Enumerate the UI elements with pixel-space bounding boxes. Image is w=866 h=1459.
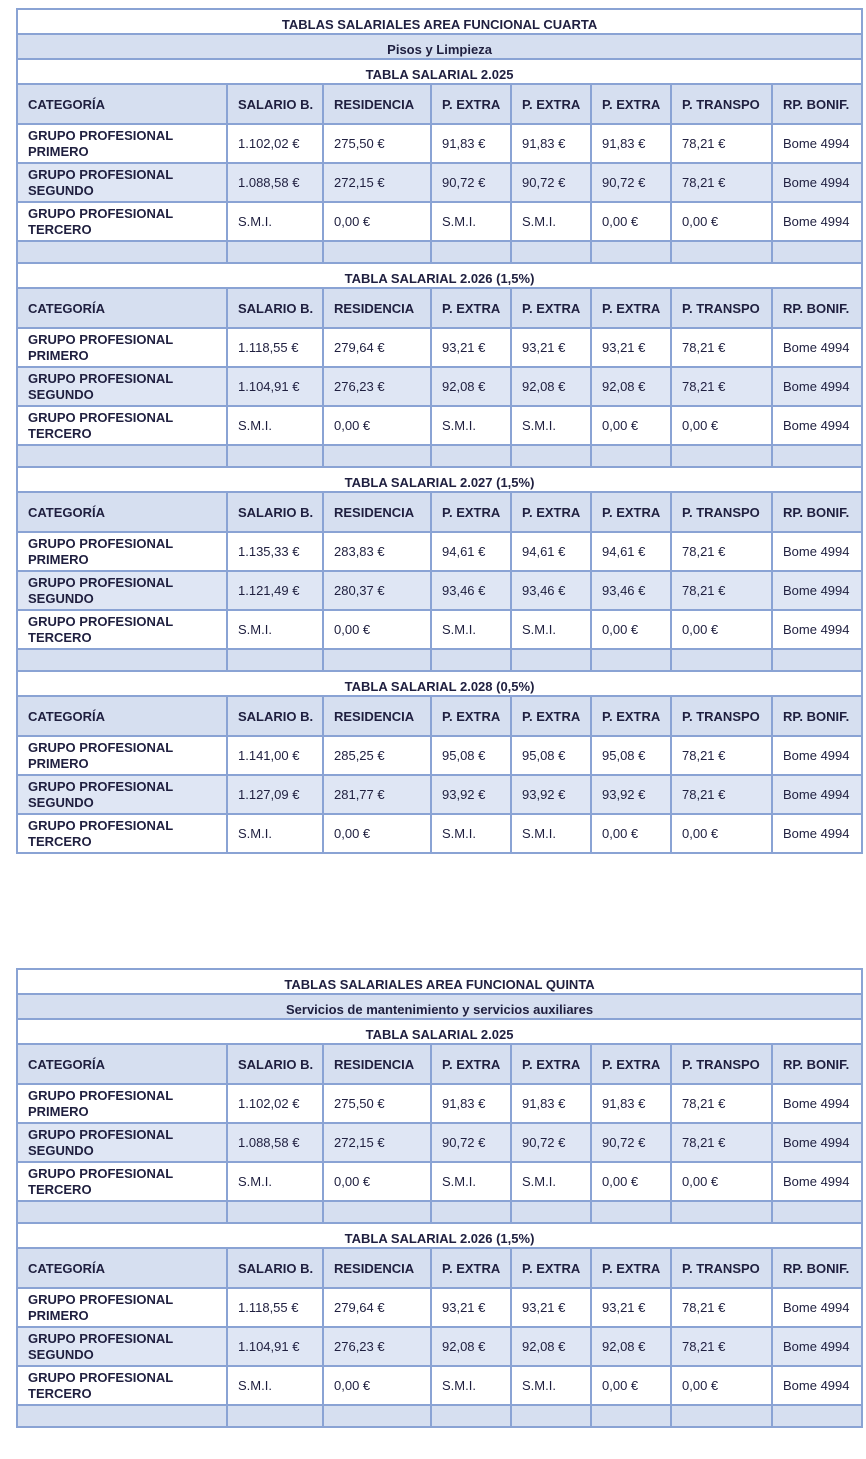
spacer-cell xyxy=(17,241,227,263)
spacer-cell xyxy=(671,1201,772,1223)
column-header: P. EXTRA xyxy=(431,696,511,736)
spacer-cell xyxy=(17,1405,227,1427)
value-cell: 90,72 € xyxy=(591,1123,671,1162)
column-header: P. EXTRA xyxy=(591,492,671,532)
value-cell: 1.121,49 € xyxy=(227,571,323,610)
column-header: CATEGORÍA xyxy=(17,84,227,124)
table-row xyxy=(17,775,862,814)
section-title-row xyxy=(17,467,862,492)
value-cell: S.M.I. xyxy=(227,1162,323,1201)
value-cell: S.M.I. xyxy=(431,202,511,241)
table-row xyxy=(17,571,862,610)
value-cell: S.M.I. xyxy=(431,814,511,853)
value-cell: 275,50 € xyxy=(323,124,431,163)
value-cell: 1.104,91 € xyxy=(227,1327,323,1366)
table-row xyxy=(17,367,862,406)
spacer-cell xyxy=(591,649,671,671)
category-cell: GRUPO PROFESIONAL TERCERO xyxy=(17,202,227,241)
column-header: P. TRANSPO xyxy=(671,84,772,124)
table-row xyxy=(17,163,862,202)
column-header: RESIDENCIA xyxy=(323,1044,431,1084)
value-cell: Bome 4994 xyxy=(772,163,862,202)
value-cell: 94,61 € xyxy=(591,532,671,571)
column-header: RESIDENCIA xyxy=(323,84,431,124)
value-cell: 1.102,02 € xyxy=(227,124,323,163)
section-title-row xyxy=(17,263,862,288)
table-subtitle: Pisos y Limpieza xyxy=(17,34,862,59)
column-header: RP. BONIF. xyxy=(772,696,862,736)
column-header: SALARIO B. xyxy=(227,1044,323,1084)
column-header: P. EXTRA xyxy=(511,1248,591,1288)
spacer-cell xyxy=(591,445,671,467)
value-cell: 0,00 € xyxy=(323,406,431,445)
value-cell: 283,83 € xyxy=(323,532,431,571)
table-row xyxy=(17,1366,862,1405)
value-cell: 95,08 € xyxy=(431,736,511,775)
column-header: SALARIO B. xyxy=(227,696,323,736)
spacer-cell xyxy=(431,241,511,263)
value-cell: 78,21 € xyxy=(671,571,772,610)
spacer-row xyxy=(17,445,862,467)
value-cell: 94,61 € xyxy=(511,532,591,571)
spacer-cell xyxy=(511,1405,591,1427)
table-row xyxy=(17,1327,862,1366)
value-cell: 1.141,00 € xyxy=(227,736,323,775)
value-cell: 0,00 € xyxy=(591,1162,671,1201)
value-cell: 93,21 € xyxy=(431,328,511,367)
value-cell: 92,08 € xyxy=(591,1327,671,1366)
value-cell: Bome 4994 xyxy=(772,1162,862,1201)
spacer-cell xyxy=(591,241,671,263)
value-cell: 0,00 € xyxy=(323,1162,431,1201)
table-row xyxy=(17,1123,862,1162)
value-cell: 0,00 € xyxy=(591,1366,671,1405)
column-header: RESIDENCIA xyxy=(323,288,431,328)
column-header: RESIDENCIA xyxy=(323,696,431,736)
value-cell: Bome 4994 xyxy=(772,775,862,814)
value-cell: 78,21 € xyxy=(671,775,772,814)
table-row xyxy=(17,328,862,367)
column-header: P. EXTRA xyxy=(431,84,511,124)
column-header: P. EXTRA xyxy=(591,1044,671,1084)
spacer-cell xyxy=(671,649,772,671)
value-cell: S.M.I. xyxy=(511,1366,591,1405)
value-cell: Bome 4994 xyxy=(772,1123,862,1162)
value-cell: 90,72 € xyxy=(591,163,671,202)
value-cell: 281,77 € xyxy=(323,775,431,814)
value-cell: Bome 4994 xyxy=(772,406,862,445)
column-header: P. EXTRA xyxy=(591,696,671,736)
table-title-row xyxy=(17,969,862,994)
spacer-row xyxy=(17,1201,862,1223)
table-title: TABLAS SALARIALES AREA FUNCIONAL CUARTA xyxy=(17,9,862,34)
value-cell: 0,00 € xyxy=(671,1162,772,1201)
value-cell: 92,08 € xyxy=(591,367,671,406)
value-cell: 78,21 € xyxy=(671,1123,772,1162)
value-cell: 78,21 € xyxy=(671,736,772,775)
spacer-cell xyxy=(431,1405,511,1427)
column-header: SALARIO B. xyxy=(227,84,323,124)
value-cell: 1.127,09 € xyxy=(227,775,323,814)
value-cell: 92,08 € xyxy=(511,1327,591,1366)
table-row xyxy=(17,202,862,241)
table-row xyxy=(17,1162,862,1201)
table-row xyxy=(17,610,862,649)
value-cell: 1.118,55 € xyxy=(227,1288,323,1327)
value-cell: 0,00 € xyxy=(323,1366,431,1405)
category-cell: GRUPO PROFESIONAL PRIMERO xyxy=(17,328,227,367)
column-header: RP. BONIF. xyxy=(772,1248,862,1288)
column-header: SALARIO B. xyxy=(227,1248,323,1288)
value-cell: Bome 4994 xyxy=(772,202,862,241)
value-cell: 91,83 € xyxy=(591,1084,671,1123)
section-title: TABLA SALARIAL 2.026 (1,5%) xyxy=(17,1223,862,1248)
value-cell: 0,00 € xyxy=(591,610,671,649)
spacer-cell xyxy=(511,1201,591,1223)
category-cell: GRUPO PROFESIONAL PRIMERO xyxy=(17,1288,227,1327)
value-cell: 276,23 € xyxy=(323,1327,431,1366)
column-header: SALARIO B. xyxy=(227,492,323,532)
value-cell: 0,00 € xyxy=(323,610,431,649)
table-row xyxy=(17,814,862,853)
spacer-cell xyxy=(772,445,862,467)
table-row xyxy=(17,736,862,775)
value-cell: Bome 4994 xyxy=(772,367,862,406)
value-cell: 1.118,55 € xyxy=(227,328,323,367)
value-cell: 93,46 € xyxy=(591,571,671,610)
section-title: TABLA SALARIAL 2.026 (1,5%) xyxy=(17,263,862,288)
value-cell: 78,21 € xyxy=(671,1288,772,1327)
spacer-cell xyxy=(772,1201,862,1223)
column-header: P. EXTRA xyxy=(591,288,671,328)
spacer-cell xyxy=(227,1201,323,1223)
value-cell: Bome 4994 xyxy=(772,736,862,775)
value-cell: 1.104,91 € xyxy=(227,367,323,406)
value-cell: 90,72 € xyxy=(511,1123,591,1162)
value-cell: 93,21 € xyxy=(431,1288,511,1327)
category-cell: GRUPO PROFESIONAL SEGUNDO xyxy=(17,367,227,406)
table-title-row xyxy=(17,9,862,34)
value-cell: 93,21 € xyxy=(511,328,591,367)
value-cell: 285,25 € xyxy=(323,736,431,775)
column-header: CATEGORÍA xyxy=(17,288,227,328)
value-cell: S.M.I. xyxy=(227,406,323,445)
column-header: CATEGORÍA xyxy=(17,1044,227,1084)
column-header: RP. BONIF. xyxy=(772,492,862,532)
value-cell: S.M.I. xyxy=(431,406,511,445)
value-cell: 91,83 € xyxy=(511,1084,591,1123)
value-cell: Bome 4994 xyxy=(772,328,862,367)
value-cell: 78,21 € xyxy=(671,1084,772,1123)
table-subtitle-row xyxy=(17,34,862,59)
section-title-row xyxy=(17,671,862,696)
category-cell: GRUPO PROFESIONAL PRIMERO xyxy=(17,124,227,163)
column-header-row xyxy=(17,288,862,328)
value-cell: 93,92 € xyxy=(511,775,591,814)
column-header: CATEGORÍA xyxy=(17,1248,227,1288)
value-cell: 78,21 € xyxy=(671,532,772,571)
value-cell: Bome 4994 xyxy=(772,1327,862,1366)
category-cell: GRUPO PROFESIONAL PRIMERO xyxy=(17,532,227,571)
value-cell: 1.088,58 € xyxy=(227,163,323,202)
spacer-cell xyxy=(323,241,431,263)
spacer-cell xyxy=(511,649,591,671)
section-title-row xyxy=(17,1019,862,1044)
value-cell: 0,00 € xyxy=(591,406,671,445)
column-header: P. TRANSPO xyxy=(671,492,772,532)
value-cell: Bome 4994 xyxy=(772,814,862,853)
spacer-cell xyxy=(511,241,591,263)
table-subtitle: Servicios de mantenimiento y servicios auxiliares xyxy=(17,994,862,1019)
spacer-cell xyxy=(431,445,511,467)
value-cell: S.M.I. xyxy=(431,610,511,649)
spacer-cell xyxy=(511,445,591,467)
value-cell: 276,23 € xyxy=(323,367,431,406)
value-cell: 0,00 € xyxy=(671,610,772,649)
value-cell: Bome 4994 xyxy=(772,1288,862,1327)
value-cell: Bome 4994 xyxy=(772,124,862,163)
value-cell: S.M.I. xyxy=(511,610,591,649)
column-header: P. EXTRA xyxy=(591,1248,671,1288)
column-header-row xyxy=(17,492,862,532)
spacer-cell xyxy=(17,649,227,671)
table-title: TABLAS SALARIALES AREA FUNCIONAL QUINTA xyxy=(17,969,862,994)
category-cell: GRUPO PROFESIONAL SEGUNDO xyxy=(17,1123,227,1162)
category-cell: GRUPO PROFESIONAL TERCERO xyxy=(17,1366,227,1405)
value-cell: S.M.I. xyxy=(431,1162,511,1201)
value-cell: 0,00 € xyxy=(671,1366,772,1405)
column-header: P. EXTRA xyxy=(511,492,591,532)
value-cell: Bome 4994 xyxy=(772,1366,862,1405)
value-cell: S.M.I. xyxy=(227,610,323,649)
value-cell: 78,21 € xyxy=(671,124,772,163)
column-header: P. TRANSPO xyxy=(671,696,772,736)
value-cell: 0,00 € xyxy=(671,202,772,241)
column-header-row xyxy=(17,1044,862,1084)
value-cell: 272,15 € xyxy=(323,163,431,202)
column-header: P. EXTRA xyxy=(511,288,591,328)
table-row xyxy=(17,532,862,571)
column-header: P. TRANSPO xyxy=(671,1044,772,1084)
column-header: RP. BONIF. xyxy=(772,1044,862,1084)
spacer-cell xyxy=(227,1405,323,1427)
spacer-cell xyxy=(227,649,323,671)
value-cell: 78,21 € xyxy=(671,367,772,406)
section-title-row xyxy=(17,1223,862,1248)
value-cell: 93,92 € xyxy=(591,775,671,814)
value-cell: 91,83 € xyxy=(511,124,591,163)
table-row xyxy=(17,124,862,163)
value-cell: 0,00 € xyxy=(591,814,671,853)
spacer-cell xyxy=(323,1405,431,1427)
value-cell: 272,15 € xyxy=(323,1123,431,1162)
spacer-cell xyxy=(227,445,323,467)
column-header: CATEGORÍA xyxy=(17,492,227,532)
category-cell: GRUPO PROFESIONAL TERCERO xyxy=(17,814,227,853)
spacer-cell xyxy=(323,1201,431,1223)
section-title: TABLA SALARIAL 2.025 xyxy=(17,59,862,84)
value-cell: Bome 4994 xyxy=(772,532,862,571)
category-cell: GRUPO PROFESIONAL SEGUNDO xyxy=(17,163,227,202)
category-cell: GRUPO PROFESIONAL SEGUNDO xyxy=(17,1327,227,1366)
value-cell: 90,72 € xyxy=(431,163,511,202)
spacer-cell xyxy=(323,649,431,671)
value-cell: 0,00 € xyxy=(591,202,671,241)
column-header: P. EXTRA xyxy=(511,1044,591,1084)
value-cell: 91,83 € xyxy=(431,124,511,163)
column-header-row xyxy=(17,1248,862,1288)
value-cell: 78,21 € xyxy=(671,328,772,367)
value-cell: 78,21 € xyxy=(671,163,772,202)
value-cell: 92,08 € xyxy=(431,1327,511,1366)
value-cell: 93,21 € xyxy=(591,1288,671,1327)
spacer-cell xyxy=(17,445,227,467)
spacer-cell xyxy=(17,1201,227,1223)
value-cell: Bome 4994 xyxy=(772,610,862,649)
value-cell: 90,72 € xyxy=(511,163,591,202)
value-cell: 1.102,02 € xyxy=(227,1084,323,1123)
value-cell: 1.135,33 € xyxy=(227,532,323,571)
column-header: P. EXTRA xyxy=(431,1248,511,1288)
spacer-row xyxy=(17,649,862,671)
value-cell: S.M.I. xyxy=(511,202,591,241)
spacer-cell xyxy=(772,241,862,263)
column-header: P. EXTRA xyxy=(431,288,511,328)
spacer-cell xyxy=(323,445,431,467)
column-header: RESIDENCIA xyxy=(323,492,431,532)
value-cell: 275,50 € xyxy=(323,1084,431,1123)
column-header: P. EXTRA xyxy=(431,492,511,532)
spacer-cell xyxy=(431,1201,511,1223)
value-cell: 0,00 € xyxy=(323,814,431,853)
column-header-row xyxy=(17,696,862,736)
column-header: P. EXTRA xyxy=(591,84,671,124)
spacer-cell xyxy=(591,1201,671,1223)
category-cell: GRUPO PROFESIONAL PRIMERO xyxy=(17,736,227,775)
value-cell: 93,92 € xyxy=(431,775,511,814)
value-cell: S.M.I. xyxy=(511,814,591,853)
value-cell: 92,08 € xyxy=(511,367,591,406)
spacer-cell xyxy=(227,241,323,263)
category-cell: GRUPO PROFESIONAL TERCERO xyxy=(17,406,227,445)
spacer-cell xyxy=(772,649,862,671)
value-cell: 93,21 € xyxy=(591,328,671,367)
value-cell: 95,08 € xyxy=(591,736,671,775)
spacer-cell xyxy=(591,1405,671,1427)
value-cell: 78,21 € xyxy=(671,1327,772,1366)
category-cell: GRUPO PROFESIONAL SEGUNDO xyxy=(17,775,227,814)
table-row xyxy=(17,1288,862,1327)
value-cell: 1.088,58 € xyxy=(227,1123,323,1162)
section-title: TABLA SALARIAL 2.025 xyxy=(17,1019,862,1044)
value-cell: 0,00 € xyxy=(323,202,431,241)
value-cell: 91,83 € xyxy=(431,1084,511,1123)
spacer-cell xyxy=(671,445,772,467)
value-cell: 95,08 € xyxy=(511,736,591,775)
column-header: SALARIO B. xyxy=(227,288,323,328)
category-cell: GRUPO PROFESIONAL PRIMERO xyxy=(17,1084,227,1123)
value-cell: 0,00 € xyxy=(671,814,772,853)
spacer-cell xyxy=(431,649,511,671)
column-header: CATEGORÍA xyxy=(17,696,227,736)
value-cell: 90,72 € xyxy=(431,1123,511,1162)
spacer-cell xyxy=(671,241,772,263)
column-header: P. EXTRA xyxy=(511,84,591,124)
column-header: P. TRANSPO xyxy=(671,288,772,328)
spacer-cell xyxy=(671,1405,772,1427)
table-row xyxy=(17,406,862,445)
value-cell: 279,64 € xyxy=(323,328,431,367)
column-header-row xyxy=(17,84,862,124)
column-header: RESIDENCIA xyxy=(323,1248,431,1288)
section-title-row xyxy=(17,59,862,84)
category-cell: GRUPO PROFESIONAL SEGUNDO xyxy=(17,571,227,610)
value-cell: Bome 4994 xyxy=(772,571,862,610)
spacer-cell xyxy=(772,1405,862,1427)
value-cell: 93,21 € xyxy=(511,1288,591,1327)
column-header: P. TRANSPO xyxy=(671,1248,772,1288)
value-cell: S.M.I. xyxy=(227,814,323,853)
value-cell: S.M.I. xyxy=(511,1162,591,1201)
spacer-row xyxy=(17,1405,862,1427)
column-header: P. EXTRA xyxy=(431,1044,511,1084)
value-cell: 94,61 € xyxy=(431,532,511,571)
value-cell: 0,00 € xyxy=(671,406,772,445)
value-cell: Bome 4994 xyxy=(772,1084,862,1123)
section-title: TABLA SALARIAL 2.027 (1,5%) xyxy=(17,467,862,492)
value-cell: S.M.I. xyxy=(431,1366,511,1405)
value-cell: 279,64 € xyxy=(323,1288,431,1327)
value-cell: S.M.I. xyxy=(227,1366,323,1405)
category-cell: GRUPO PROFESIONAL TERCERO xyxy=(17,610,227,649)
table-row xyxy=(17,1084,862,1123)
salary-table-cuarta xyxy=(16,8,863,854)
category-cell: GRUPO PROFESIONAL TERCERO xyxy=(17,1162,227,1201)
column-header: P. EXTRA xyxy=(511,696,591,736)
table-subtitle-row xyxy=(17,994,862,1019)
value-cell: 93,46 € xyxy=(431,571,511,610)
value-cell: 93,46 € xyxy=(511,571,591,610)
value-cell: S.M.I. xyxy=(227,202,323,241)
value-cell: 280,37 € xyxy=(323,571,431,610)
column-header: RP. BONIF. xyxy=(772,84,862,124)
section-title: TABLA SALARIAL 2.028 (0,5%) xyxy=(17,671,862,696)
column-header: RP. BONIF. xyxy=(772,288,862,328)
value-cell: S.M.I. xyxy=(511,406,591,445)
spacer-row xyxy=(17,241,862,263)
value-cell: 91,83 € xyxy=(591,124,671,163)
salary-table-quinta xyxy=(16,968,863,1428)
value-cell: 92,08 € xyxy=(431,367,511,406)
